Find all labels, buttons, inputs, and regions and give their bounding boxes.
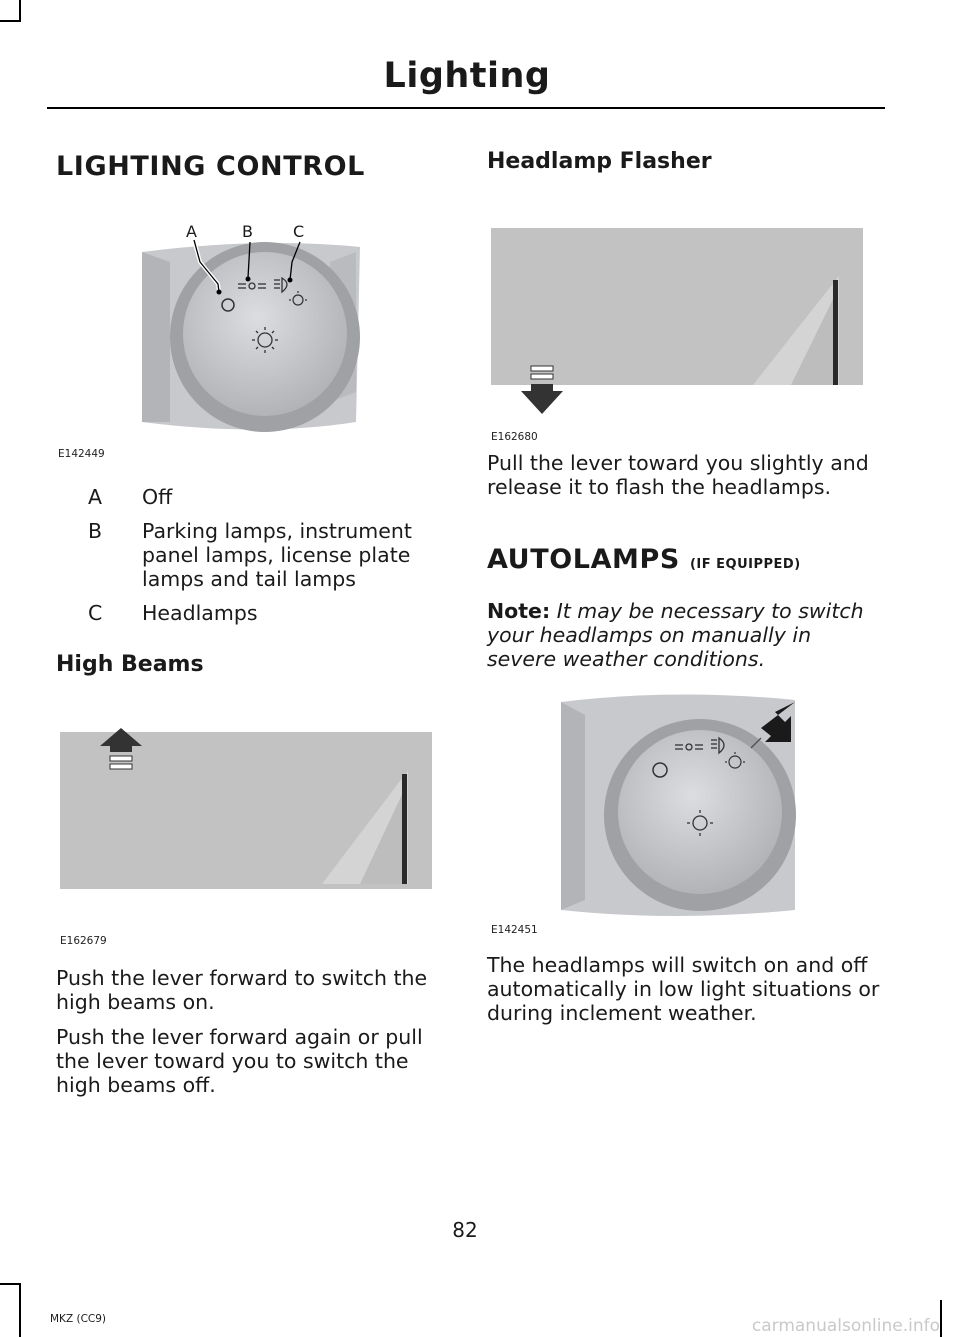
definition-text-c: Headlamps bbox=[142, 601, 258, 625]
autolamps-note bbox=[487, 599, 882, 671]
flasher-illustration bbox=[491, 226, 865, 422]
figure-code-1: E142449 bbox=[58, 448, 105, 460]
crop-mark-bottom-right bbox=[940, 1300, 942, 1337]
watermark: carmanualsonline.info bbox=[751, 1316, 940, 1336]
definition-term-b: B bbox=[88, 519, 103, 543]
section-title-autolamps bbox=[487, 544, 801, 575]
definition-term-a: A bbox=[88, 485, 103, 509]
model-code: MKZ (CC9) bbox=[50, 1313, 107, 1325]
section-title-lighting-control: LIGHTING CONTROL bbox=[56, 151, 365, 182]
autolamps-title: AUTOLAMPS bbox=[487, 544, 680, 575]
crop-mark-bottom-left bbox=[19, 1283, 21, 1337]
autolamps-equipped-note: (IF EQUIPPED) bbox=[689, 557, 801, 572]
note-text: It may be necessary to switch your headlamps on manually in severe weather conditions. bbox=[487, 599, 864, 671]
figure-headlamp-flasher-lever bbox=[491, 226, 865, 422]
callout-c: C bbox=[293, 222, 305, 241]
callout-a: A bbox=[186, 222, 197, 241]
lighting-dial-illustration bbox=[60, 222, 438, 442]
definition-term-c: C bbox=[88, 601, 103, 625]
figure-code-2: E162679 bbox=[60, 935, 107, 947]
autolamps-dial-illustration bbox=[555, 690, 805, 922]
page-number: 82 bbox=[452, 1218, 478, 1242]
autolamps-description-text: The headlamps will switch on and off automatically in low light situations or during inclement weather. bbox=[487, 953, 880, 1025]
section-title-headlamp-flasher: Headlamp Flasher bbox=[487, 149, 712, 174]
section-title-high-beams: High Beams bbox=[56, 652, 204, 677]
figure-lighting-control-dial bbox=[60, 222, 438, 442]
figure-autolamps-dial bbox=[555, 690, 805, 922]
page-header-title: Lighting bbox=[383, 56, 551, 96]
high-beams-off-text: Push the lever forward again or pull the lever toward you to switch the high beams off. bbox=[56, 1025, 423, 1097]
crop-mark-top-left bbox=[19, 0, 21, 22]
definition-text-a: Off bbox=[142, 485, 173, 509]
callout-b: B bbox=[242, 222, 253, 241]
figure-high-beams-lever bbox=[60, 726, 434, 892]
flasher-instruction-text: Pull the lever toward you slightly and release it to flash the headlamps. bbox=[487, 451, 869, 499]
header-divider bbox=[47, 107, 885, 109]
crop-mark-bottom-left-h bbox=[0, 1283, 21, 1285]
note-label: Note: bbox=[487, 599, 551, 623]
figure-code-4: E142451 bbox=[491, 924, 538, 936]
figure-code-3: E162680 bbox=[491, 431, 538, 443]
crop-mark-top-left-h bbox=[0, 20, 21, 22]
high-beams-illustration bbox=[60, 726, 434, 892]
definition-text-b: Parking lamps, instrument panel lamps, license plate lamps and tail lamps bbox=[142, 519, 412, 591]
high-beams-on-text: Push the lever forward to switch the high beams on. bbox=[56, 966, 428, 1014]
